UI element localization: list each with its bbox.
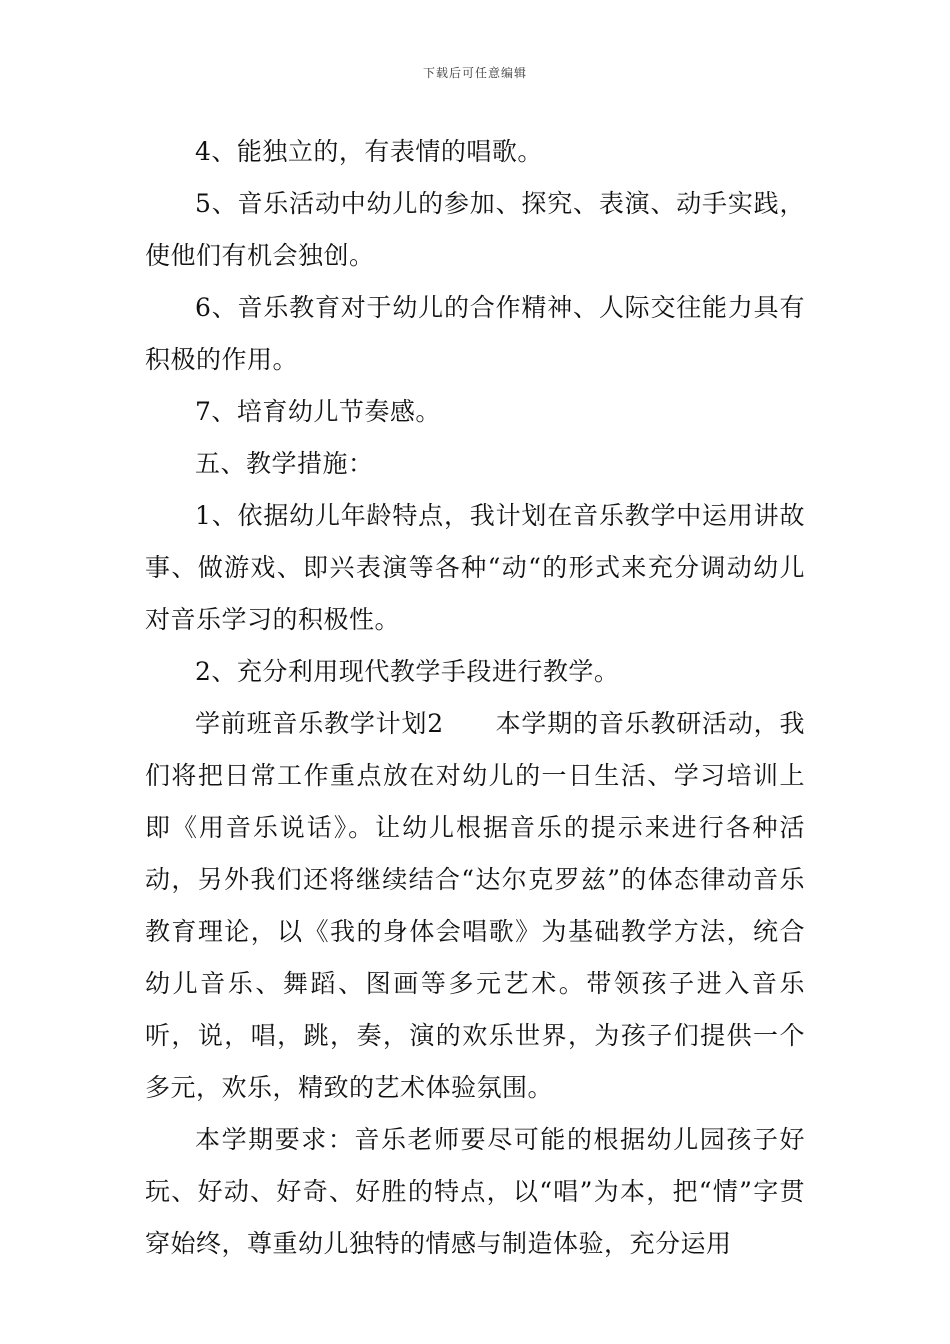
paragraph-item-7: 7、培育幼儿节奏感。 bbox=[195, 397, 441, 426]
paragraph-plan-2-intro: 学前班音乐教学计划2 本学期的音乐教研活动，我们将把日常工作重点放在对幼儿的一日生活、学习培训上即《用音乐说话》。让幼儿根据音乐的提示来进行各种活动，另外我们还将继续结合“达尔克罗兹”的体态律动音乐教育理论，以《我的身体会唱歌》为基础教学方法，统合幼儿音乐、舞蹈、图画等多元艺术。带领孩子进入音乐听，说，唱，跳，奏，演的欢乐世界，为孩子们提供一个多元，欢乐，精致的艺术体验氛围。 bbox=[145, 709, 805, 1102]
paragraph-measure-2: 2、充分利用现代教学手段进行教学。 bbox=[195, 657, 620, 686]
page-header: 下载后可任意编辑 bbox=[422, 66, 527, 80]
section-heading-teaching-measures: 五、教学措施： bbox=[195, 449, 374, 478]
paragraph-item-4: 4、能独立的，有表情的唱歌。 bbox=[195, 137, 543, 166]
paragraph-semester-requirements: 本学期要求：音乐老师要尽可能的根据幼儿园孩子好玩、好动、好奇、好胜的特点，以“唱”为本，把“情”字贯穿始终，尊重幼儿独特的情感与制造体验，充分运用 bbox=[145, 1125, 805, 1258]
paragraph-item-6: 6、音乐教育对于幼儿的合作精神、人际交往能力具有积极的作用。 bbox=[145, 293, 805, 374]
paragraph-measure-1: 1、依据幼儿年龄特点，我计划在音乐教学中运用讲故事、做游戏、即兴表演等各种“动“的形式来充分调动幼儿对音乐学习的积极性。 bbox=[145, 501, 805, 634]
document-body bbox=[145, 126, 805, 1270]
paragraph-item-5: 5、音乐活动中幼儿的参加、探究、表演、动手实践，使他们有机会独创。 bbox=[145, 189, 805, 270]
